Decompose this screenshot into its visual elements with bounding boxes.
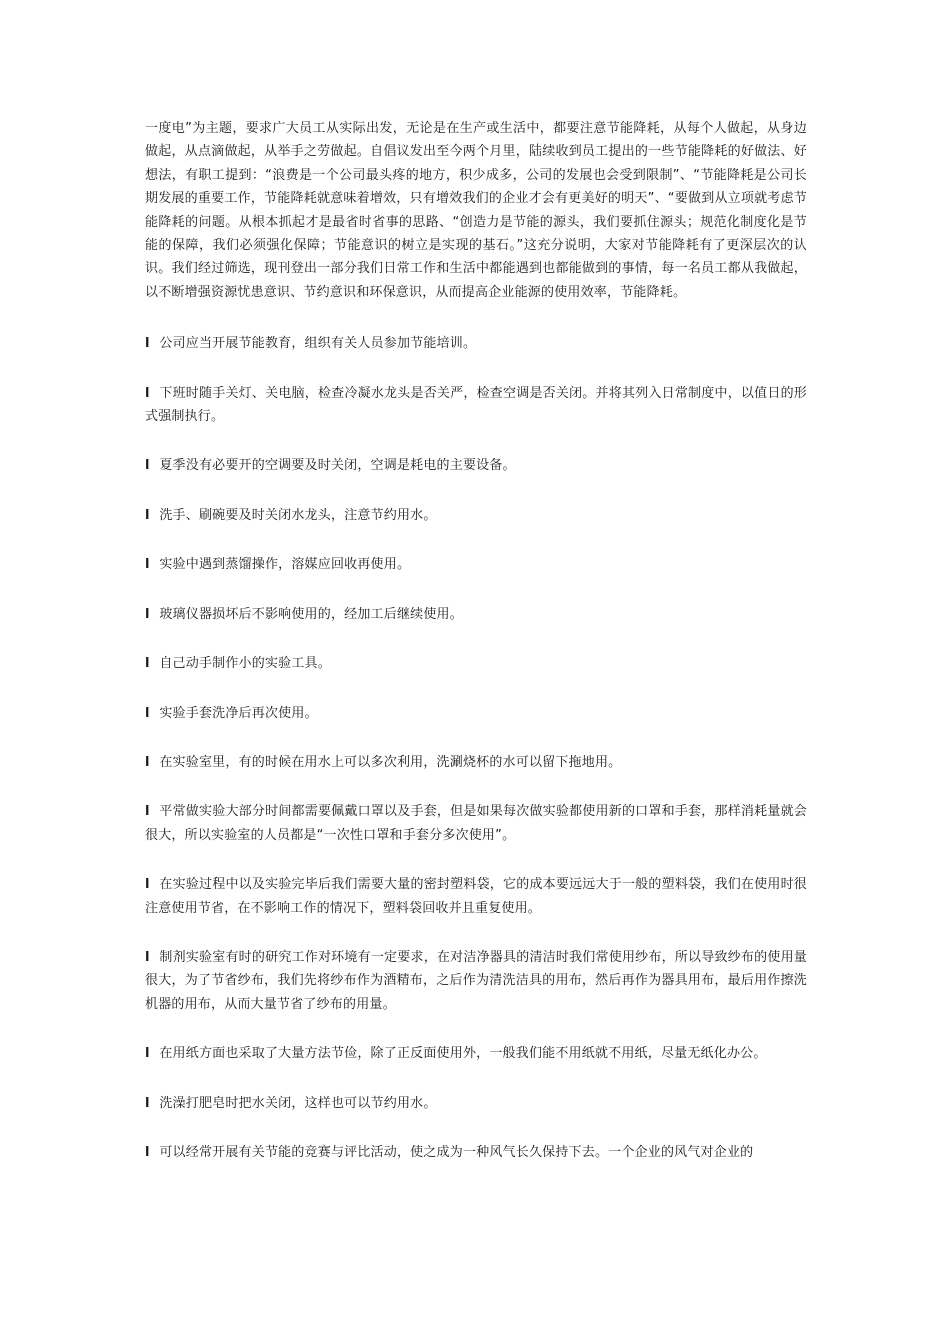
spacer [145,1016,807,1042]
list-item [145,873,807,920]
list-item [145,1092,807,1115]
list-item-text: 实验中遇到蒸馏操作，溶媒应回收再使用。 [159,557,411,573]
bullet-marker: l [145,1046,150,1062]
list-item [145,800,807,847]
list-item-text: 自己动手制作小的实验工具。 [159,656,331,672]
list-item [145,751,807,774]
spacer [145,626,807,652]
bullet-marker: l [145,336,150,352]
spacer [145,847,807,873]
spacer [145,356,807,382]
list-item [145,946,807,1016]
list-item [145,332,807,355]
bullet-marker: l [145,949,150,965]
spacer [145,577,807,603]
list-item [145,553,807,576]
document-page [145,117,807,1164]
bullet-marker: l [145,656,150,672]
list-item-text: 在用纸方面也采取了大量方法节俭，除了正反面使用外，一般我们能不用纸就不用纸，尽量无纸化办公。 [159,1046,767,1062]
list-item [145,504,807,527]
spacer [145,774,807,800]
list-item [145,454,807,477]
list-item-text: 制剂实验室有时的研究工作对环境有一定要求，在对洁净器具的清洁时我们常使用纱布，所以导致纱布的使用量很大，为了节省纱布，我们先将纱布作为酒精布，之后作为清洗洁具的用布，然后再作为器具用布，最后用作擦洗机器的用布，从而大量节省了纱布的用量。 [145,949,807,1012]
spacer [145,428,807,454]
list-item-text: 在实验过程中以及实验完毕后我们需要大量的密封塑料袋，它的成本要远远大于一般的塑料袋，我们在使用时很注意使用节省，在不影响工作的情况下，塑料袋回收并且重复使用。 [145,877,807,916]
bullet-marker: l [145,1144,150,1160]
bullet-marker: l [145,804,150,820]
list-item [145,382,807,429]
bullet-marker: l [145,557,150,573]
spacer [145,920,807,946]
bullet-marker: l [145,507,150,523]
list-item-text: 洗澡打肥皂时把水关闭，这样也可以节约用水。 [159,1095,437,1111]
spacer [145,1066,807,1092]
list-item-text: 平常做实验大部分时间都需要佩戴口罩以及手套，但是如果每次做实验都使用新的口罩和手套，那样消耗量就会很大，所以实验室的人员都是“一次性口罩和手套分多次使用”。 [145,804,807,843]
list-item-text: 实验手套洗净后再次使用。 [159,705,318,721]
spacer [145,725,807,751]
spacer [145,1115,807,1141]
spacer [145,304,807,332]
list-item [145,652,807,675]
spacer [145,478,807,504]
list-item-text: 夏季没有必要开的空调要及时关闭，空调是耗电的主要设备。 [159,458,516,474]
list-item [145,702,807,725]
list-item-text: 洗手、刷碗要及时关闭水龙头，注意节约用水。 [159,507,437,523]
list-item [145,1042,807,1065]
spacer [145,676,807,702]
list-item [145,603,807,626]
bullet-marker: l [145,754,150,770]
list-item-text: 玻璃仪器损坏后不影响使用的，经加工后继续使用。 [159,606,463,622]
list-item-text: 公司应当开展节能教育，组织有关人员参加节能培训。 [159,336,477,352]
list-item-text: 可以经常开展有关节能的竞赛与评比活动，使之成为一种风气长久保持下去。一个企业的风气对企业的 [159,1144,754,1160]
bullet-marker: l [145,385,150,401]
bullet-marker: l [145,606,150,622]
spacer [145,527,807,553]
bullet-marker: l [145,877,150,893]
bullet-marker: l [145,705,150,721]
list-item-text: 在实验室里，有的时候在用水上可以多次利用，洗涮烧杯的水可以留下拖地用。 [159,754,622,770]
list-item [145,1141,807,1164]
list-item-text: 下班时随手关灯、关电脑，检查冷凝水龙头是否关严，检查空调是否关闭。并将其列入日常制度中，以值日的形式强制执行。 [145,385,807,425]
bullet-marker: l [145,1095,150,1111]
bullet-marker: l [145,458,150,474]
intro-paragraph: 一度电”为主题，要求广大员工从实际出发，无论是在生产或生活中，都要注意节能降耗，从每个人做起，从身边做起，从点滴做起，从举手之劳做起。自倡议发出至今两个月里，陆续收到员工提出的一些节能降耗的好做法、好想法，有职工提到：“浪费是一个公司最头疼的地方，积少成多，公司的发展也会受到限制”、“节能降耗是公司长期发展的重要工作，节能降耗就意味着增效，只有增效我们的企业才会有更美好的明天”、“要做到从立项就考虑节能降耗的问题。从根本抓起才是最省时省事的思路、“创造力是节能的源头，我们要抓住源头；规范化制度化是节能的保障，我们必须强化保障；节能意识的树立是实现的基石。”这充分说明，大家对节能降耗有了更深层次的认识。我们经过筛选，现刊登出一部分我们日常工作和生活中都能遇到也都能做到的事情，每一名员工都从我做起，以不断增强资源忧患意识、节约意识和环保意识，从而提高企业能源的使用效率，节能降耗。 [145,121,807,300]
